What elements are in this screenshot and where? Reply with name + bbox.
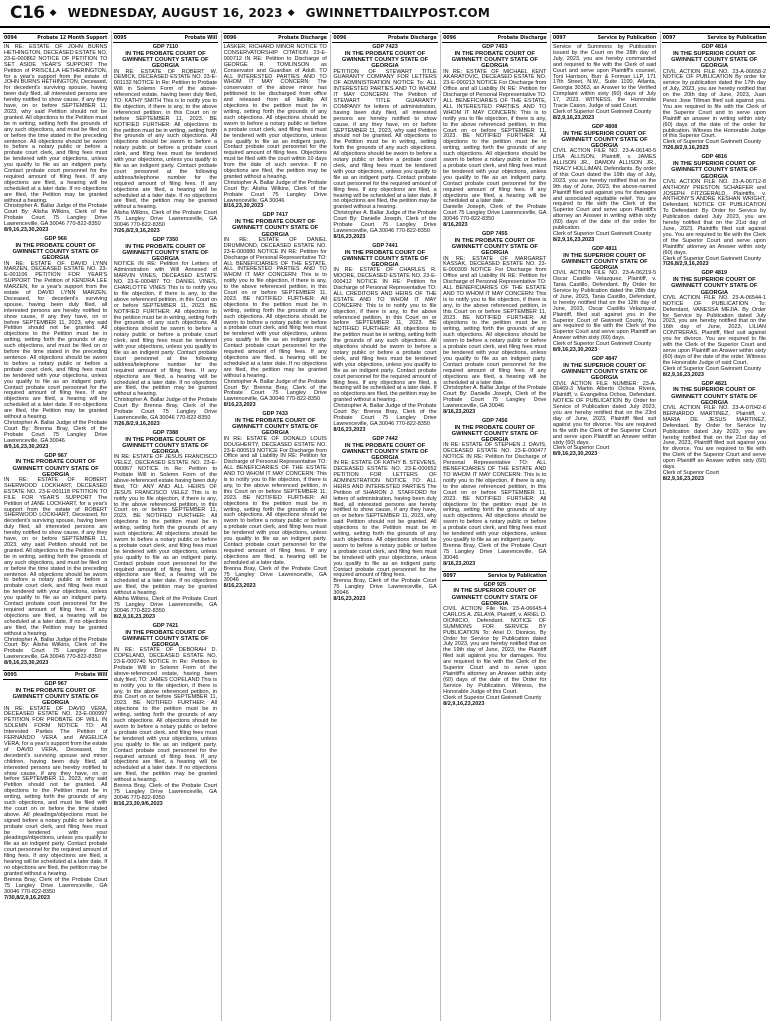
legal-notice <box>663 45 766 152</box>
notice-body: IN RE: ESTATE OF DANIEL DRUMMOND, DECEASED ESTATE NO. 23-E-000880 NOTICE IN RE: Petition for Discharge of Personal Representative TO: ALL BENEFICIARIES OF THE ESTATE, ALL INTERESTED PARTIES AND TO WHOM IT MAY CONCERN: This is to notify you to file objection, if there is any, to the above referenced petition, in this Court on or before SEPTEMBER 11, 2023. BE NOTIFIED FURTHER: All objections to the petition must be in writing, setting forth the grounds of any such objections. All objections should be sworn to before a notary public or before a probate court clerk, and filing fees must be tendered with your objections, unless you qualify to file as an indigent party. Contact probate court personnel for the required amount of filing fees. If any objections are filed, a hearing will be scheduled at a later date. If no objections are filed, the petition may be granted without a hearing. <box>223 236 327 379</box>
notice-id: GDP 967 <box>44 681 67 688</box>
legal-notice <box>114 431 217 621</box>
notice-signature: Alisha Wilkins, Clerk of the Probate Court 75 Langley Drive Lawrenceville, GA 30046 770-822-8350 <box>113 596 218 614</box>
legal-notice <box>553 45 656 122</box>
notice-run-dates: 7/26,8/2,9,16,2023 <box>113 227 160 234</box>
notice-heading: IN THE PROBATE COURT OF GWINNETT COUNTY STATE OF GEORGIA <box>451 50 538 70</box>
notice-body: CIVIL ACTION FILE NO. 23-A-06712-8 ANTHONY PRESTON SCHAEFER and JOSEPH FITZGERALD, Plaintiffs, v. ANTHONY'S ANDRE KESHAN WRIGHT, Defendant. NOTICE OF PUBLICATION To Defendant: By Order for Service by Publication dated July 2023, you are hereby notified that on the 21st day of June, 2023, Plaintiffs filed suit against you. You are required to file with the Clerk of the Superior Court and serve upon Plaintiffs' attorney an Answer within sixty (60) days. <box>662 178 766 256</box>
notice-body: IN RE: ESTATE OF STEPHEN J. DAVIS, DECEASED ESTATE NO. 23-E-000477 NOTICE IN RE: Petition for Discharge of Personal Representative TO: ALL BENEFICIARIES OF THE ESTATE AND TO WHOM IT MAY CONCERN: This is to notify you to file objection, if there is any, to the above referenced petition, in this Court on or before SEPTEMBER 11, 2023. BE NOTIFIED FURTHER: All objections to the petition must be in writing, setting forth the grounds of any such objections. All objections should be sworn to before a notary public or before a probate court clerk, and filing fees must be tendered with your objections, unless you qualify to file as an indigent party. <box>443 442 547 543</box>
notice-signature: Christopher A. Ballar Judge of the Probate Court By: Alisha Wilkins, Clerk of the Probate Court 75 Langley Drive Lawrenceville, GA 30046 770-822-8350 <box>4 203 108 228</box>
legal-notice <box>333 45 436 241</box>
legal-notice <box>224 213 327 409</box>
notice-signature: Danielle Joseph, Clerk of the Probate Court 75 Langley Drive Lawrenceville, GA 30046 770-822-8350 <box>443 204 547 223</box>
classification-title: Service by Publication <box>597 35 657 41</box>
notice-run-dates: 8/9,16,23,30,2023 <box>4 660 49 667</box>
notice-body: IN RE: ESTATE OF DAVID LYNN MARZEN, DECEASED ESTATE NO. 23-E-001106 PETITION FOR YEAR'S SUPPORT The Petition of KENDRA LEE MARZEN, for a year's support from the estate of DAVID LYNN MARZEN, Deceased, for decedent's surviving spouse, having been duly filed, all interested persons are hereby notified to show cause, if any they have, on or before SEPTEMBER 11, 2023, why said Petition should not be granted. All objections to the Petition must be in writing, setting forth the grounds of any such objections, and must be filed on or before the time stated in the preceding sentence. All objections should be sworn to before a notary public or before a probate court clerk, and filing fees must be tendered with your objections, unless you qualify to file as an indigent party. Contact probate court personnel for the required amount of filing fees. If any objections are filed, a hearing will be scheduled at a later date. If no objections are filed, the Petition may be granted without a hearing. <box>4 260 108 421</box>
legal-notice <box>333 437 436 603</box>
notice-run-dates: 8/9,16,23,30,2023 <box>552 347 598 354</box>
notice-body: CIVIL ACTION FILE NUMBER: 23-A-06469-3 Martin Alberto Ochoa Rivera, Plaintiff, v. Evangelina Ochoa, Defendant. NOTICE OF PUBLICATION By Order for Service of Publication dated July 2023, you are hereby notified that on the 23rd day of June, 2023, Plaintiff filed suit against you for divorce. You are required to file with the Clerk of the Superior Court and serve upon Plaintiff an Answer within sixty (60) days. <box>552 380 657 446</box>
notice-body: Service of Summons by Publication issued by the Court on the 28th day of July, 2023, you are hereby commanded and required to file with the Clerk of said Court and serve upon Plaintiff's counsel, Toni Harrison, Burr & Forman LLP, 171 17th Street, N.W., Suite 1100, Atlanta, Georgia 30363, an Answer to the Verified Complaint within sixty (60) days of July 17, 2023. WITNESS, the Honorable Tracie Cason, Judge of said Court. <box>552 44 657 110</box>
notice-heading: IN THE SUPERIOR COURT OF GWINNETT COUNTY STATE OF GEORGIA <box>671 277 758 296</box>
notice-run-dates: 7/26,8/2,9,16,2023 <box>662 145 709 152</box>
classification-title: Service by Publication <box>487 572 547 579</box>
legal-notice <box>4 45 107 234</box>
notice-run-dates: 7/26,8/2,9,16,2023 <box>662 261 709 268</box>
notice-signature: Clerk of Superior Court Gwinnett County <box>662 139 762 146</box>
notice-heading: IN THE SUPERIOR COURT OF GWINNETT COUNTY STATE OF GEORGIA <box>671 387 758 406</box>
classification-header <box>3 670 108 680</box>
notice-heading: IN THE SUPERIOR COURT OF GWINNETT COUNTY STATE OF GEORGIA <box>671 161 758 180</box>
legal-notice <box>114 238 217 428</box>
notice-heading: IN THE SUPERIOR COURT OF GWINNETT COUNTY STATE OF GEORGIA <box>671 50 758 70</box>
classification-code: 0097 <box>662 35 676 41</box>
notice-heading: IN THE PROBATE COURT OF GWINNETT COUNTY STATE OF GEORGIA <box>341 442 429 461</box>
notice-id: GDP 7453 <box>481 44 508 50</box>
notice-signature: Clerk of Superior Court Gwinnett County <box>662 365 762 372</box>
notice-body: IN RE: ESTATE OF MARGARET KASSAK, DECEASED ESTATE NO. 23-E-000309 NOTICE For Discharge from Office and all Liability IN RE: Petition for Discharge of Personal Representative TO: ALL BENEFICIARIES OF THE ESTATE AND TO WHOM IT MAY CONCERN: This is to notify you to file objection, if there is any, to the above referenced petition, in this Court on or before SEPTEMBER 11, 2023. BE NOTIFIED FURTHER: All objections to the petition must be in writing, setting forth the grounds of any such objections. All objections should be sworn to before a notary public or before a probate court clerk, and filing fees must be tendered with your objections, unless you qualify to file as an indigent party. Contact probate court personnel for the required amount of filing fees. If any objections are filed, a hearing will be scheduled at a later date. <box>443 255 547 386</box>
notice-body: IN RE: ESTATE OF DAVID VERA, DECEASED ESTATE NO. 23-E-000997 PETITION FOR PROBATE OF WILL IN SOLEMN FORM NOTICE TO: All Interested Parties The Petition of FERNANDO VERA and ANGELICA VERA, for a year's support from the estate of DAVID VERA, Deceased, for decedent's surviving spouse and minor children, having been duly filed, all interested persons are hereby notified to show cause, if any they have, on or before SEPTEMBER 11, 2023, why said Petition should not be granted. All objections to the Petition must be in writing, setting forth the grounds of any such objections, and must be filed with the court on or before the time stated above. All pleadings/objections must be signed before a notary public or before a probate court clerk, and filing fees must be tendered with your pleadings/objections, unless you qualify to file as an indigent party. Contact probate court personnel for the required amount of filing fees. If any objections are filed, a hearing will be scheduled at a later date. If no objections are filed, the petition may be granted without a hearing. <box>4 705 108 877</box>
classification-header <box>332 33 437 43</box>
notice-body: CIVIL ACTION FILE NO. 23-A-06140-5 LISA ALLISON, Plaintiff, v. JAMES ALLISON JR., DAMON ALLISON JR., TRACY HOLLIMAN, Defendants. By order of this Court dated the 19th day of July, 2023, you are hereby notified that on the 9th day of June, 2023, the above-named Plaintiff filed suit against you for damages and associated equitable relief. You are required to file with the Clerk of the Superior Court and serve upon Plaintiff's attorney an Answer in writing within sixty (60) days of the date of the order for publication. <box>552 148 657 232</box>
notice-heading: IN THE PROBATE COURT OF GWINNETT COUNTY STATE OF GEORGIA <box>341 50 429 70</box>
legal-notice <box>553 125 656 244</box>
classification-title: Service by Publication <box>707 35 766 41</box>
column-7 <box>660 31 767 1021</box>
classification-header <box>442 571 547 581</box>
legal-notice <box>663 271 766 378</box>
notice-id: GDP 4814 <box>701 44 728 50</box>
classification-header <box>3 33 108 43</box>
notice-id: GDP 925 <box>483 581 507 588</box>
notice-signature: Brenna Bray, Clerk of the Probate Court 75 Langley Drive Lawrenceville, GA 30046 <box>443 542 547 561</box>
notice-run-dates: 8/9,16,23,30,2023 <box>552 451 598 458</box>
notice-run-dates: 8/2,9,16,23,2023 <box>552 114 595 121</box>
legal-notice <box>224 412 327 590</box>
notice-body: IN RE: ESTATE OF DEBORAH D. COPELAND, DECEASED ESTATE NO. 23-E-000740 NOTICE In Re: Petition to Probate Will in Solemn Form of the above-referenced estate, having been duly filed, TO: JAMES COPELAND This is to notify you to file objection, if there is any, to the above referenced petition, in this Court on or before SEPTEMBER 11, 2023. BE NOTIFIED FURTHER: All objections to the petition must be in writing, setting forth the grounds of any such objections. All objections should be sworn to before a notary public or before a probate court clerk, and filing fees must be tendered with your objections, unless you qualify to file as an indigent party. Contact probate court personnel for the required amount of filing fees. If any objections are filed, a hearing will be scheduled at a later date. If no objections are filed, the petition may be granted without a hearing. <box>113 647 218 784</box>
notice-signature: Clerk of Superior Court <box>662 470 719 476</box>
legal-notice <box>224 45 327 210</box>
legal-notice <box>663 155 766 268</box>
notice-id: GDP 7456 <box>481 417 508 424</box>
legal-notice <box>443 232 546 416</box>
classification-code: 0095 <box>113 35 127 41</box>
legal-notice <box>443 419 546 568</box>
notice-heading: IN THE PROBATE COURT OF GWINNETT COUNTY STATE OF GEORGIA <box>451 237 538 257</box>
classification-code: 0094 <box>4 35 17 41</box>
legal-notice <box>553 357 656 458</box>
diamond-icon: ◆ <box>287 8 295 18</box>
classification-code: 0096 <box>333 35 347 41</box>
notice-body: CIVIL ACTION FILE NO. 23-A-07042-6 BERNARDO MARTINEZ, Plaintiff, v. MARIA DE JESUS MARTINEZ, Defendant. By Order for Service by Publication dated July 2023, you are hereby notified that on the 21st day of June, 2023, Plaintiff filed suit against you for divorce. You are required to file with the Clerk of the Superior Court and serve upon Plaintiff an Answer within sixty (60) days. <box>662 405 766 471</box>
notice-id: GDP 966 <box>44 236 67 242</box>
notice-id: GDP 4816 <box>701 154 728 161</box>
notice-run-dates: 8/16,23,2023 <box>443 409 476 416</box>
notice-id: GDP 7110 <box>152 44 179 50</box>
classification-code: 0096 <box>223 35 237 41</box>
notice-body: IN RE: ESTATE OF JESUS FRANCISCO VELEZ, DECEASED ESTATE NO. 23-E-000867 NOTICE In Re: Petition to Probate Will in Solemn Form of the above-referenced estate having been duly filed, TO: ANY AND ALL HEIRS OF JESUS FRANCISCO VELEZ This is to notify you to file objection, if there is any, to the above referenced petition, in this Court on or before SEPTEMBER 11, 2023. BE NOTIFIED FURTHER: All objections to the petition must be in writing, setting forth the grounds of any such objections. All objections should be sworn to before a notary public or before a probate court clerk, and filing fees must be tendered with your objections, unless you qualify to file as an indigent party. Contact probate court personnel for the required amount of filing fees. If any objections are filed, a hearing will be scheduled at a later date. If no objections are filed, the petition may be granted without a hearing. <box>113 454 218 597</box>
notice-heading: IN THE SUPERIOR COURT OF GWINNETT COUNTY STATE OF GEORGIA <box>561 130 648 150</box>
notice-run-dates: 7/26,8/2,9,16,2023 <box>113 420 160 427</box>
classification-title: Probate 12 Month Support <box>37 35 108 41</box>
notice-id: GDP 7455 <box>481 230 508 237</box>
classification-code: 0097 <box>552 35 566 41</box>
notice-signature: Brenna Bray, Clerk of the Probate Court 75 Langley Drive Lawrenceville, GA 30046 <box>223 565 327 584</box>
notice-run-dates: 8/2,9,16,23,2023 <box>552 236 595 243</box>
notice-heading: IN THE PROBATE COURT OF GWINNETT COUNTY STATE OF GEORGIA <box>232 418 319 437</box>
notice-body: IN RE: ESTATE OF CHARLES R. MOORE, DECEASED ESTATE NO. 23-E-000412 NOTICE IN RE: Petition for Discharge of Personal Representative TO: ALL CREDITORS AND HEIRS OF THE ESTATE AND TO WHOM IT MAY CONCERN: This is to notify you to file objection, if there is any, to the above referenced petition, in this Court on or before SEPTEMBER 11, 2023. BE NOTIFIED FURTHER: All objections to the petition must be in writing, setting forth the grounds of any such objections. All objections should be sworn to before a notary public or before a probate court clerk, and filing fees must be tendered with your objections, unless you qualify to file as an indigent party. Contact probate court personnel for the required amount of filing fees. If any objections are filed, a hearing will be scheduled at a later date. If no objections are filed, the petition may be granted without a hearing. <box>333 267 437 404</box>
column-3 <box>221 31 328 1021</box>
legal-notice <box>663 382 766 483</box>
notice-signature: Brenna Bray, Clerk of the Probate Court 75 Langley Drive Lawrenceville, GA 30046 770-822-8350 <box>4 876 108 895</box>
notice-id: GDP 4808 <box>591 123 618 130</box>
notice-run-dates: 8/9,16,23,30,2023 <box>4 227 49 234</box>
notice-signature: Alisha Wilkins, Clerk of the Probate Court 75 Langley Drive Lawrenceville, GA 30046 770-822-8350 <box>113 210 218 229</box>
notice-id: GDP 4811 <box>591 245 618 252</box>
notice-id: GDP 7388 <box>152 429 179 436</box>
notice-id: GDP 7433 <box>262 411 288 418</box>
legal-notice <box>443 45 546 229</box>
notice-heading: IN THE PROBATE COURT OF GWINNETT COUNTY STATE OF GEORGIA <box>122 50 209 70</box>
notice-signature: Christopher A. Ballar Judge of the Probate Court By: Alisha Wilkins, Clerk of the Probate Court 75 Langley Drive Lawrenceville, GA 30046 770-822-8350 <box>4 636 108 661</box>
column-2 <box>111 31 218 1021</box>
notice-id: GDP 4847 <box>591 356 618 362</box>
notice-body: CIVIL ACTION FILE NO. 23-A-06658-2 NOTICE OF PUBLICATION By order for service by publication dated the 17th day of July, 2023, you are hereby notified that on the 20th day of June, 2023, Juan Perez Jose Tillman filed suit against you. You are required to file with the Clerk of the Superior Court and to serve upon Plaintiff an answer in writing within sixty (60) days of the date of the order for publication. Witness the Honorable Judge of this Superior Court. <box>662 68 766 140</box>
notice-signature: Brenna Bray, Clerk of the Probate Court 75 Langley Drive Lawrenceville, GA 30046 <box>333 578 437 597</box>
notice-run-dates: 8/2,9,16,23,2023 <box>113 613 156 620</box>
notice-body: NOTICE IN RE: Petition for Letters of Administration with Will Annexed of MARVIN VINES, DECEASED ESTATE NO. 23-E-000487 TO: DANIEL VINES, CHARLOTTE VINES This is to notify you to file objection, if there is any, to the above referenced petition, in this Court on or before SEPTEMBER 11, 2023. BE NOTIFIED FURTHER: All objections to the petition must be in writing, setting forth the grounds of any such objections. All objections should be sworn to before a notary public or before a probate court clerk, and filing fees must be tendered with your objections, unless you qualify to file as an indigent party. Contact probate court personnel at the following address/telephone number for the required amount of filing fees. If any objections are filed, a hearing will be scheduled at a later date. If no objections are filed, the petition may be granted without a hearing. <box>113 261 218 398</box>
page-header <box>0 0 770 28</box>
column-4 <box>330 31 437 1021</box>
notice-signature: Christopher A. Ballar Judge of the Probate Court By: Danielle Joseph, Clerk of the Probate Court 75 Langley Drive Lawrenceville, GA 30046 <box>443 385 547 410</box>
notice-signature: Christopher A. Ballar Judge of the Probate Court By: Brenna Bray, Clerk of the Probate Court 75 Langley Drive Lawrenceville, GA 30046 770-822-8350 <box>333 403 437 427</box>
notice-body: IN RE: ESTATE OF DONALD LOUIS DOUGHERTY, DECEASED ESTATE NO. 23-E-000519 NOTICE For Discharge from Office and all Liability IN RE: Petition for Discharge of Personal Representative TO: ALL BENEFICIARIES OF THE ESTATE AND TO WHOM IT MAY CONCERN: This is to notify you to file objection, if there is any, to the above referenced petition, in this Court on or before SEPTEMBER 11, 2023. BE NOTIFIED FURTHER: All objections to the petition must be in writing, setting forth the grounds of any such objections. All objections should be sworn to before a notary public or before a probate court clerk, and filing fees must be tendered with your objections, unless you qualify to file as an indigent party. Contact probate court personnel for the required amount of filing fees. If any objections are filed, a hearing will be scheduled at a later date. <box>223 435 327 566</box>
notice-heading: IN THE PROBATE COURT OF GWINNETT COUNTY STATE OF GEORGIA <box>451 424 538 444</box>
legal-notice <box>333 244 436 434</box>
notice-signature: Christopher A. Ballar Judge of the Probate Court By: Brenna Bray, Clerk of the Probate Court 75 Langley Drive Lawrenceville, GA 30046 770-822-8350 <box>113 397 218 421</box>
notice-id: GDP 4819 <box>701 270 728 277</box>
notice-run-dates: 8/16,23,2023 <box>333 233 366 240</box>
notice-id: GDP 7350 <box>152 236 179 243</box>
classification-header <box>442 33 547 43</box>
classification-code: 0095 <box>4 672 17 679</box>
page-number: C16 <box>10 3 45 23</box>
notice-heading: IN THE PROBATE COURT OF GWINNETT COUNTY STATE OF GEORGIA <box>12 459 99 478</box>
notice-signature: Christopher A. Ballar Judge of the Probate Court By: Brenna Bray, Clerk of the Probate Court 75 Langley Drive Lawrenceville, GA 30046 <box>4 419 108 444</box>
notice-run-dates: 8/2,9,16,23,2023 <box>443 700 485 707</box>
column-6 <box>550 31 657 1021</box>
classification-header <box>552 33 657 43</box>
notice-id: GDP 7417 <box>262 212 288 219</box>
legal-notice <box>553 247 656 354</box>
notice-heading: IN THE PROBATE COURT OF GWINNETT COUNTY STATE OF GEORGIA <box>122 436 209 456</box>
classification-header <box>662 33 767 43</box>
classification-title: Probate Discharge <box>497 35 547 41</box>
notice-heading: IN THE PROBATE COURT OF GWINNETT COUNTY STATE OF GEORGIA <box>122 629 209 648</box>
legal-notice <box>4 682 107 901</box>
notice-run-dates: 8/16,2023 <box>443 222 468 229</box>
notice-run-dates: 8/16,23,30,2023 <box>223 203 264 210</box>
notice-body: IN RE: ESTATE OF MICHAEL KENT AKARATOVIC, DECEASED ESTATE NO. 23-E-000213 NOTICE For Discharge from Office and all Liability IN RE: Petition for Discharge of Personal Representative TO: ALL BENEFICIARIES OF THE ESTATE, ALL INTERESTED PARTIES AND TO WHOM IT MAY CONCERN: This is to notify you to file objection, if there is any, to the above referenced petition, in this Court on or before SEPTEMBER 11, 2023. BE NOTIFIED FURTHER: All objections to the petition must be in writing, setting forth the grounds of any such objections. All objections should be sworn to before a notary public or before a probate court clerk, and filing fees must be tendered with your objections, unless you qualify to file as an indigent party. Contact probate court personnel for the required amount of filing fees. If any objections are filed, a hearing will be scheduled at a later date. <box>443 68 547 205</box>
notice-run-dates: 8/2,9,16,23,2023 <box>662 371 704 378</box>
notice-signature: Christopher A. Ballar Judge of the Probate Court By: Alisha Wilkins, Clerk of the Probate Court 75 Langley Drive Lawrenceville, GA 30046 <box>223 179 327 204</box>
classification-header <box>113 33 218 43</box>
notice-signature: Christopher A. Ballar Judge of the Probate Court By: Danielle Joseph, Clerk of the Probate Court 75 Langley Drive Lawrenceville, GA 30046 770-822-8350 <box>333 210 437 234</box>
classification-code: 0096 <box>443 35 457 41</box>
notice-signature: Brenna Bray, Clerk of the Probate Court 75 Langley Drive Lawrenceville, GA 30046 770-822-8350 <box>113 783 218 801</box>
notice-signature: Clerk of Superior Court <box>552 445 610 452</box>
notice-id: GDP 4821 <box>701 380 728 387</box>
notice-heading: IN THE PROBATE COURT OF GWINNETT COUNTY STATE OF GEORGIA <box>232 219 319 238</box>
classification-title: Probate Discharge <box>387 35 437 41</box>
website-url: GWINNETTDAILYPOST.COM <box>305 6 490 20</box>
column-1 <box>3 31 108 1021</box>
notice-signature: Clerk of Superior Court Gwinnett County <box>662 255 762 262</box>
notice-body: PETITION OF STEWART TITLE GUARANTY COMPANY FOR LETTERS OF ADMINISTRATION NOTICE To: ALL INTERESTED PARTIES AND TO WHOM IT MAY CONCERN The Petition of STEWART TITLE GUARANTY COMPANY for letters of administration, having been duly filed, all interested persons are hereby notified to show cause, if any they have, on or before SEPTEMBER 11, 2023, why said Petition should not be granted. All objections to the Petition must be in writing, setting forth the grounds of any such objections. All objections should be sworn to before a notary public or before a probate court clerk, and filing fees must be tendered with your objections, unless you qualify to file as an indigent party. Contact probate court personnel for the required amount of filing fees. If any objections are filed, a hearing will be scheduled at a later date. If no objections are filed, the petition may be granted without a hearing. <box>333 68 437 211</box>
notice-run-dates: 8/16,23,2023 <box>333 426 366 433</box>
notice-id: GDP 967 <box>44 452 67 459</box>
notice-run-dates: 8/16,23,2023 <box>443 560 476 567</box>
notice-signature: Clerk of Superior Court Gwinnett County <box>552 341 652 348</box>
notice-body: CIVIL ACTION File No. 23-A-06645-4 CARLOS A. ZELAYA, Plaintiff, v. ARIEL D. DIONICIO, Defendant. NOTICE OF SUMMONS FOR SERVICE BY PUBLICATION To: Ariel D. Dionicio. By Order for Service by Publication dated July 2023, you are hereby notified that on the 19th day of June, 2023, the Plaintiff filed suit against you for damages. You are required to file with the Clerk of the Superior Court and to serve upon Plaintiff's attorney an Answer within sixty (60) days of the date of the Order for Service by Publication. Witness, the Honorable Judge of this Court. <box>443 606 547 695</box>
notice-heading: IN THE PROBATE COURT OF GWINNETT COUNTY STATE OF GEORGIA <box>122 243 209 263</box>
diamond-icon: ◆ <box>49 8 57 18</box>
notice-columns <box>3 31 767 1021</box>
notice-body: IN RE: ESTATE OF KATHY B. STEVENS, DECEASED ESTATE NO. 23-E-000652 PETITION FOR LETTERS OF ADMINISTRATION NOTICE TO: ALL HEIRS AND INTERESTED PARTIES The Petition of SHARON J. STAFFORD for letters of administration, having been duly filed, all interested persons are hereby notified to show cause, if any they have, on or before SEPTEMBER 11, 2023, why said Petition should not be granted. All objections to the Petition must be in writing, setting forth the grounds of any such objections. All objections should be sworn to before a notary public or before a probate court clerk, and filing fees must be tendered with your objections, unless you qualify to file as an indigent party. Contact probate court personnel for the required amount of filing fees. <box>333 460 437 579</box>
legal-notice <box>4 454 107 668</box>
notice-body: CIVIL ACTION FILE NO. 23-A-06219-5 Oscar Castillo Velazquez, Plaintiff, v. Tania Castillo, Defendant. By Order for Service by Publication dated the 28th day of June, 2023, Tania Castillo, Defendant, is hereby notified that on the 12th day of June, 2023, Oscar Castillo Velazquez, Plaintiff, filed suit against you in the Superior Court of Gwinnett County. You are required to file with the Clerk of the Superior Court and serve upon Plaintiff an Answer within sixty (60) days. <box>552 270 657 342</box>
notice-id: GDP 7442 <box>372 435 398 442</box>
classification-title: Probate Will <box>74 672 108 679</box>
notice-heading: IN THE SUPERIOR COURT OF GWINNETT COUNTY STATE OF GEORGIA <box>561 252 648 272</box>
legal-notice <box>443 583 546 708</box>
notice-heading: IN THE SUPERIOR COURT OF GWINNETT COUNTY STATE OF GEORGIA <box>561 362 648 382</box>
notice-body: CIVIL ACTION FILE NO. 23-A-06544-1 NOTICE OF PUBLICATION To: Defendant, VANESSA MEJIA. By Order for Service by Publication dated July 2023, you are hereby notified that on the 16th day of June, 2023, LILIAN CONTRERAS, Plaintiff, filed suit against you for divorce. You are required to file with the Clerk of the Superior Court and serve upon Plaintiff an Answer within sixty (60) days of the date of the order. Witness the Honorable Judge of said Court. <box>662 294 766 366</box>
notice-run-dates: 8/9,16,23,30,2023 <box>4 443 49 450</box>
notice-id: GDP 7441 <box>372 242 398 249</box>
classification-code: 0097 <box>443 572 457 579</box>
notice-body: LASKER, RICHARD MINOR NOTICE TO CONSERVATORSHIP CITATION 23-E-000712 IN RE: Petition to Discharge of GEORGE R. TOMLINSON as Conservator and Guardian of Adult. TO ALL INTERESTED PARTIES AND TO WHOM IT MAY CONCERN: The conservator of the above minor has petitioned to be discharged from office and released from all liability. All objections to the petition must be in writing, setting forth the grounds of any such objections. All objections should be sworn to before a notary public or before a probate court clerk, and filing fees must be tendered with your objections, unless you qualify to file as an indigent party. Contact probate court personnel for the required amount of filing fees. Objections must be filed with the court within 10 days from the date of such service. If no objections are filed, the petition may be granted without a hearing. <box>223 44 327 180</box>
column-5 <box>440 31 547 1021</box>
notice-body: IN RE: ESTATE OF JOHN BURNS HETHINGTON, DECEASED ESTATE NO. 23-E-000862 NOTICE OF PETITION TO SET ASIDE YEAR'S SUPPORT The Petition of PRISCILLA HETHERINGTON, for a year's support from the estate of JOHN BURNS HETHINGTON, Deceased, for decedent's surviving spouse, having been duly filed, all interested persons are hereby notified to show cause, if any they have, on or before SEPTEMBER 11, 2023, why said Petition should not be granted. All objections to the Petition must be in writing, setting forth the grounds of any such objections, and must be filed on or before the time stated in the preceding sentence. All objections should be sworn to before a notary public or before a probate court clerk, and filing fees must be tendered with your objections, unless you qualify to file as an indigent party. Contact probate court personnel for the required amount of filing fees. If any objections are filed, a hearing will be scheduled at a later date. If no objections are filed, the Petition may be granted without a hearing. <box>4 44 108 204</box>
notice-heading: IN THE SUPERIOR COURT OF GWINNETT COUNTY STATE OF GEORGIA <box>451 588 538 607</box>
notice-body: IN RE: ESTATE OF ROBERT SHERWOOD LOCKHART, DECEASED ESTATE NO. 23-E-001118 PETITION TO FILE FOR YEAR'S SUPPORT The Petition of JANE LOCKHART, for a year's support from the estate of ROBERT SHERWOOD LOCKHART, Deceased, for decedent's surviving spouse, having been duly filed, all interested persons are hereby notified to show cause, if any they have, on or before SEPTEMBER 11, 2023, why said Petition should not be granted. All objections to the Petition must be in writing, setting forth the grounds of any such objections, and must be filed on or before the time stated in the preceding sentence. All objections should be sworn to before a notary public or before a probate court clerk, and filing fees must be tendered with your objections, unless you qualify to file as an indigent party. Contact probate court personnel for the required amount of filing fees. If any objections are filed, a hearing will be scheduled at a later date. If no objections are filed, the Petition may be granted without a hearing. <box>4 477 108 637</box>
notice-run-dates: 8/16,23,2023 <box>223 402 256 409</box>
notice-signature: Clerk of Superior Court Gwinnett County <box>552 230 652 237</box>
classification-title: Probate Discharge <box>278 35 327 41</box>
notice-body: IN RE: ESTATE OF ROBERT W. DEMICK, DECEASED ESTATE NO. 23-E-001132 NOTICE In Re: Petition to Probate Will in Solemn Form of the above-referenced estate, having been duly filed, TO: KATHY SMITH This is to notify you to file objection, if there is any, to the above referenced petition, in this Court on or before SEPTEMBER 11, 2023. BE NOTIFIED FURTHER: All objections to the petition must be in writing, setting forth the grounds of any such objections. All objections should be sworn to before a notary public or before a probate court clerk, and filing fees must be tendered with your objections, unless you qualify to file as an indigent party. Contact probate court personnel at the following address/telephone number for the required amount of filing fees. If any objections are filed, a hearing will be scheduled at a later date. If no objections are filed, the petition may be granted without a hearing. <box>113 68 218 211</box>
legal-notice <box>4 237 107 451</box>
notice-signature: Christopher A. Ballar Judge of the Probate Court By: Brenna Bray, Clerk of the Probate Court 75 Langley Drive Lawrenceville, GA 30046 770-822-8350 <box>223 378 327 403</box>
notice-run-dates: 8/2,9,16,23,2023 <box>662 475 704 482</box>
classification-title: Probate Will <box>184 35 218 41</box>
notice-run-dates: 7/30,8/2,9,16,2023 <box>4 894 50 901</box>
notice-heading: IN THE PROBATE COURT OF GWINNETT COUNTY STATE OF GEORGIA <box>341 249 429 269</box>
notice-heading: IN THE PROBATE COURT OF GWINNETT COUNTY STATE OF GEORGIA <box>12 687 99 707</box>
notice-signature: Clerk of Superior Court Gwinnett County <box>443 694 542 701</box>
notice-run-dates: 8/16,23,2023 <box>223 583 256 590</box>
legal-notice <box>114 624 217 808</box>
notice-run-dates: 8/16,23,2023 <box>333 596 366 603</box>
notice-id: GDP 7423 <box>372 44 398 50</box>
notice-heading: IN THE PROBATE COURT OF GWINNETT COUNTY STATE OF GEORGIA <box>12 242 99 262</box>
notice-id: GDP 7421 <box>152 622 179 629</box>
issue-date: WEDNESDAY, AUGUST 16, 2023 <box>67 6 283 20</box>
classification-header <box>223 33 328 43</box>
notice-signature: Clerk of Superior Court Gwinnett County <box>552 108 652 115</box>
legal-notice <box>114 45 217 235</box>
notice-run-dates: 8/16,23,30,9/6,2023 <box>113 800 163 807</box>
